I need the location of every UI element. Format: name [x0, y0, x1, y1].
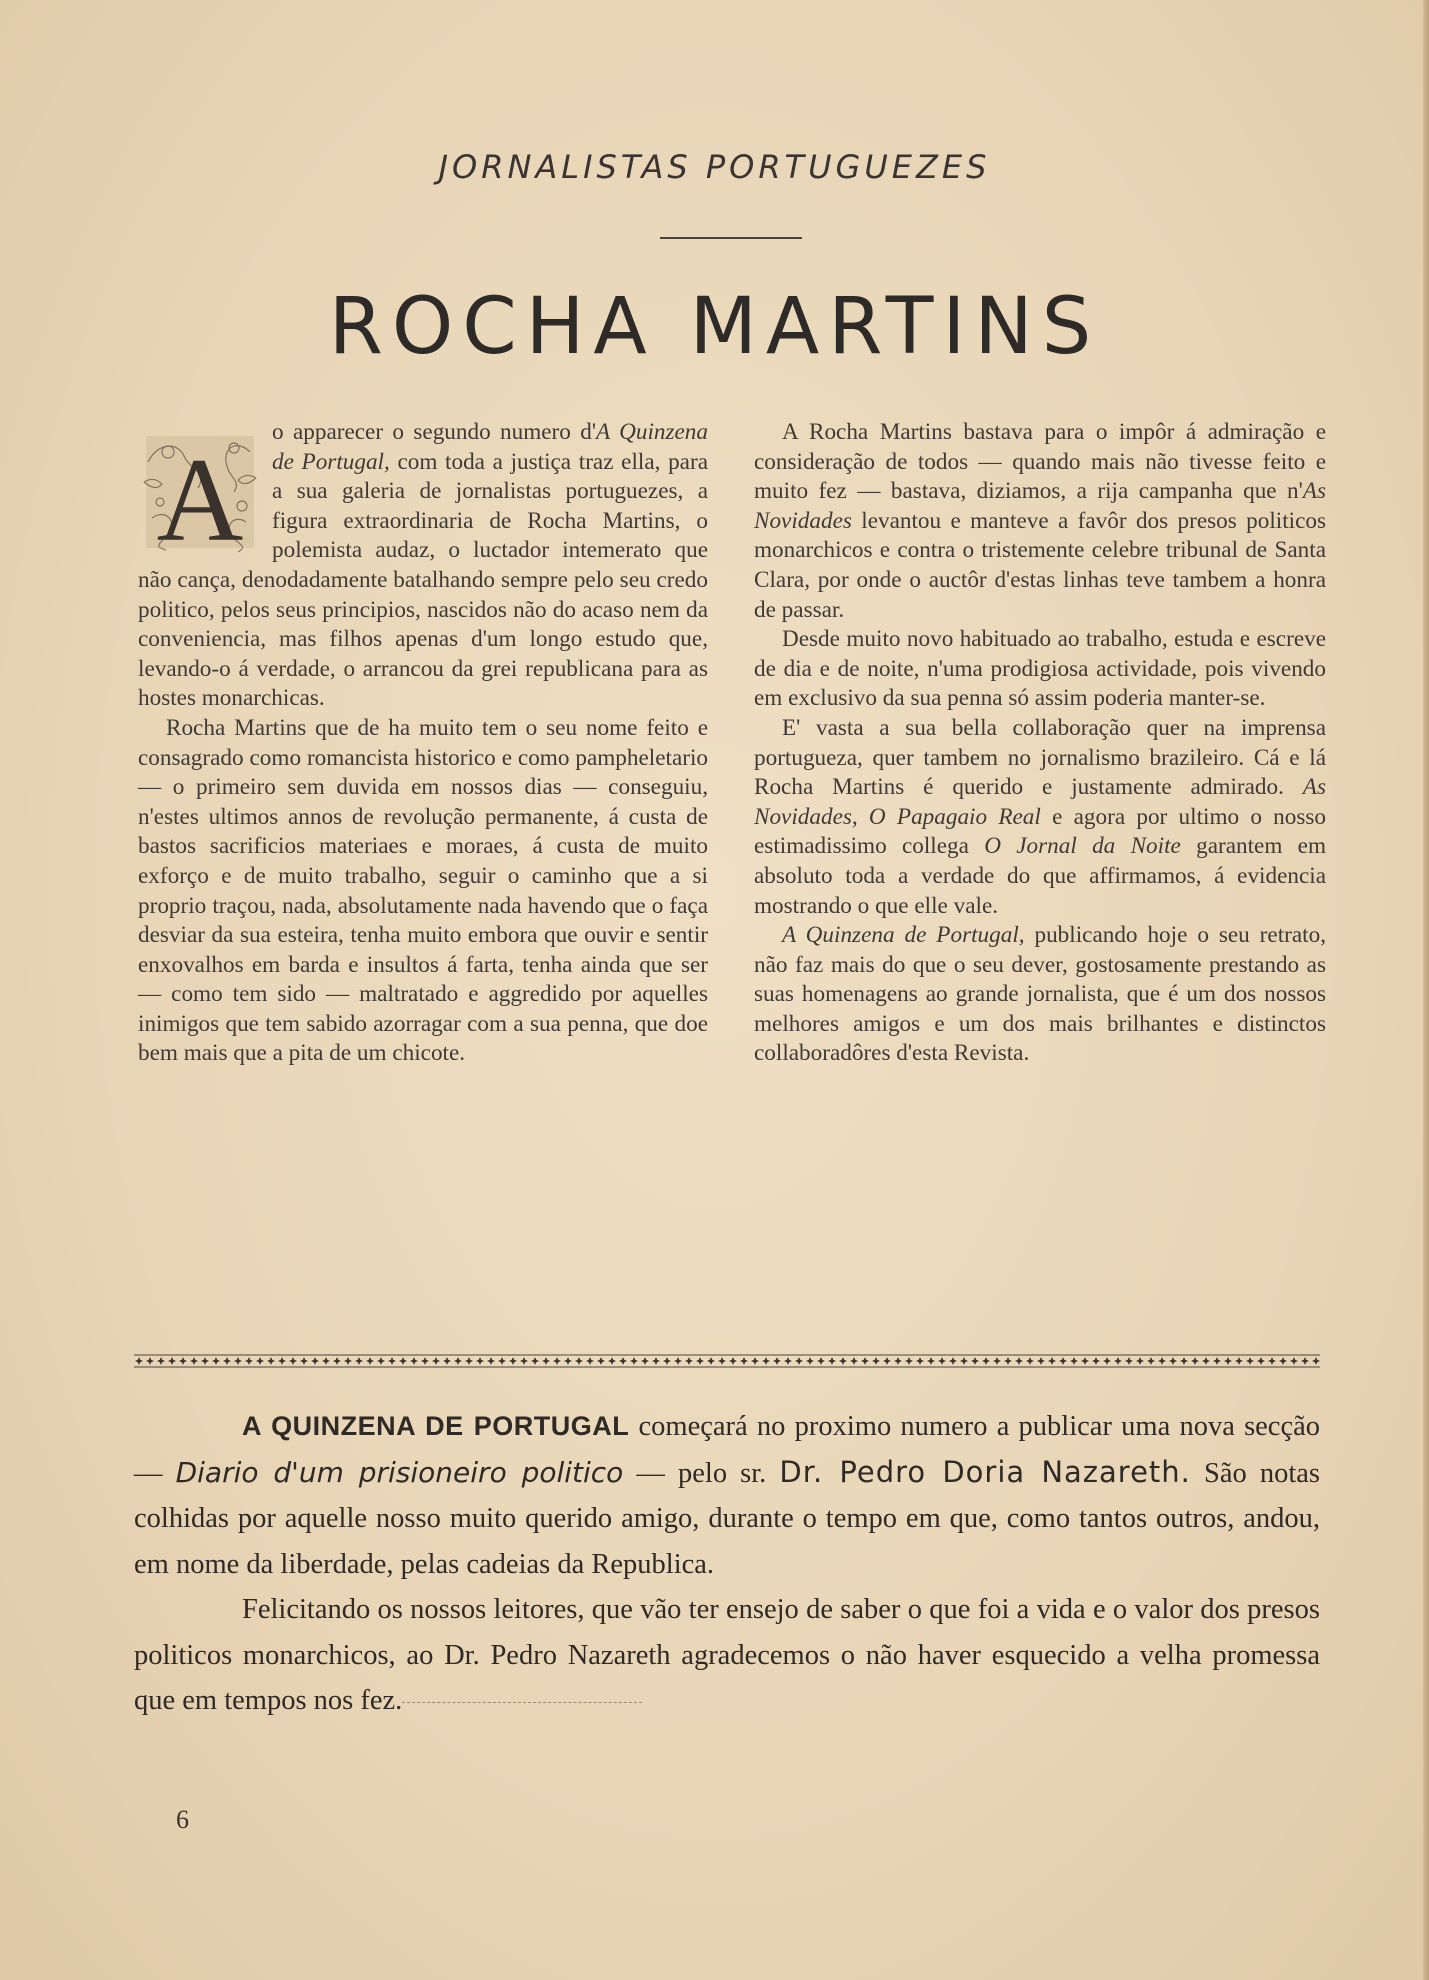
- divider-star: [520, 1357, 528, 1365]
- divider-star: [322, 1357, 330, 1365]
- announcement-box: [134, 1404, 1320, 1724]
- divider-star: [146, 1357, 154, 1365]
- divider-star: [135, 1357, 143, 1365]
- divider-star: [685, 1357, 693, 1365]
- divider-star: [696, 1357, 704, 1365]
- divider-star: [795, 1357, 803, 1365]
- right-paragraph-3-text-a: E' vasta a sua bella collaboração quer na imprensa portugueza, quer tambem no jornalismo brazileiro. Cá e lá Rocha Martins é querido e justamente admirado.: [754, 714, 1326, 801]
- announcement-text-c: São notas colhidas por aquelle nosso muito querido amigo, durante o tempo em que, como tantos outros, andou, em nome da liberdade, pelas cadeias da Republica.: [134, 1457, 1320, 1580]
- article-title: ROCHA MARTINS: [328, 282, 1101, 372]
- divider-star: [168, 1357, 176, 1365]
- line-filler: [402, 1702, 642, 1703]
- announcement-paragraph-1: [134, 1404, 1320, 1587]
- divider-star: [773, 1357, 781, 1365]
- divider-star: [905, 1357, 913, 1365]
- announcement-paragraph-2: [134, 1587, 1320, 1724]
- divider-star: [432, 1357, 440, 1365]
- divider-star: [1257, 1357, 1265, 1365]
- divider-star: [971, 1357, 979, 1365]
- divider-star: [344, 1357, 352, 1365]
- divider-star: [256, 1357, 264, 1365]
- divider-star: [894, 1357, 902, 1365]
- divider-star: [1037, 1357, 1045, 1365]
- ornamental-divider: [134, 1354, 1320, 1368]
- magazine-name-italic-2: A Quinzena de Portugal,: [782, 922, 1025, 949]
- heading-divider: [660, 237, 802, 239]
- divider-star: [245, 1357, 253, 1365]
- divider-star: [1026, 1357, 1034, 1365]
- divider-star: [1180, 1357, 1188, 1365]
- divider-star: [300, 1357, 308, 1365]
- ornament-icon: [138, 422, 262, 560]
- divider-star: [1224, 1357, 1232, 1365]
- divider-star: [839, 1357, 847, 1365]
- divider-star: [828, 1357, 836, 1365]
- right-column: [754, 418, 1326, 1069]
- left-column: [138, 418, 708, 1069]
- announcement-text-a: começará no proximo numero a publicar uma nova secção —: [134, 1411, 1321, 1489]
- divider-star: [1235, 1357, 1243, 1365]
- star-divider-icon: [134, 1354, 1320, 1368]
- left-paragraph-1-text-b: com toda a justiça traz ella, para a sua galeria de jornalistas portuguezes, a figura extraordinaria de Rocha Martins, o polemista audaz, o luctador intemerato que não cança, denodadamente batalhando sempre pelo seu credo politico, pelos seus principios, nascidos não do acaso nem da conveniencia, mas filhos apenas d'um longo estudo que, levando-o á verdade, o arrancou da grei republicana para as hostes monarchicas.: [138, 448, 708, 712]
- divider-star: [1059, 1357, 1067, 1365]
- right-paragraph-3-text-c: garantem em absoluto toda a verdade do que affirmamos, á evidencia mostrando o que elle vale.: [754, 833, 1326, 919]
- divider-star: [1004, 1357, 1012, 1365]
- divider-star: [850, 1357, 858, 1365]
- left-paragraph-1-text-a: o apparecer o segundo numero d': [272, 419, 596, 445]
- divider-star: [157, 1357, 165, 1365]
- divider-star: [663, 1357, 671, 1365]
- newspapers-italic: As Novidades, O Papagaio Real: [754, 774, 1326, 830]
- divider-star: [223, 1357, 231, 1365]
- magazine-name-italic: A Quinzena de Portugal,: [272, 419, 708, 475]
- divider-star: [641, 1357, 649, 1365]
- divider-star: [289, 1357, 297, 1365]
- divider-star: [542, 1357, 550, 1365]
- divider-star: [1312, 1357, 1320, 1365]
- divider-star: [311, 1357, 319, 1365]
- divider-star: [718, 1357, 726, 1365]
- divider-star: [1147, 1357, 1155, 1365]
- divider-star: [784, 1357, 792, 1365]
- divider-star: [872, 1357, 880, 1365]
- divider-star: [190, 1357, 198, 1365]
- right-paragraph-3: [754, 714, 1326, 921]
- jornal-da-noite-italic: O Jornal da Noite: [984, 833, 1181, 860]
- divider-star: [201, 1357, 209, 1365]
- divider-star: [1268, 1357, 1276, 1365]
- divider-star: [1301, 1357, 1309, 1365]
- right-paragraph-4: [754, 921, 1326, 1069]
- section-name-italic: Diario d'um prisioneiro politico: [175, 1455, 624, 1489]
- divider-star: [333, 1357, 341, 1365]
- divider-star: [212, 1357, 220, 1365]
- divider-star: [1191, 1357, 1199, 1365]
- divider-star: [179, 1357, 187, 1365]
- divider-star: [509, 1357, 517, 1365]
- divider-star: [575, 1357, 583, 1365]
- divider-star: [1125, 1357, 1133, 1365]
- divider-star: [1114, 1357, 1122, 1365]
- divider-star: [938, 1357, 946, 1365]
- divider-star: [1158, 1357, 1166, 1365]
- divider-star: [817, 1357, 825, 1365]
- announcement-text-d: Felicitando os nossos leitores, que vão ter ensejo de saber o que foi a vida e o valor dos presos politicos monarchicos, ao Dr. Pedro Nazareth agradecemos o não haver esquecido a velha promessa que em tempos nos fez.: [134, 1594, 1320, 1716]
- divider-star: [586, 1357, 594, 1365]
- divider-star: [267, 1357, 275, 1365]
- divider-star: [410, 1357, 418, 1365]
- divider-star: [652, 1357, 660, 1365]
- divider-star: [751, 1357, 759, 1365]
- right-paragraph-1: [754, 418, 1326, 625]
- divider-star: [960, 1357, 968, 1365]
- divider-star: [564, 1357, 572, 1365]
- divider-star: [476, 1357, 484, 1365]
- divider-star: [443, 1357, 451, 1365]
- divider-star: [916, 1357, 924, 1365]
- divider-star: [454, 1357, 462, 1365]
- page-number: 6: [176, 1805, 189, 1834]
- left-paragraph-1: [138, 418, 708, 714]
- divider-star: [487, 1357, 495, 1365]
- divider-star: [740, 1357, 748, 1365]
- divider-star: [729, 1357, 737, 1365]
- divider-star: [1070, 1357, 1078, 1365]
- divider-star: [674, 1357, 682, 1365]
- divider-star: [707, 1357, 715, 1365]
- right-paragraph-1-text-a: A Rocha Martins bastava para o impôr á admiração e consideração de todos — quando mais não tivesse feito e muito fez — bastava, diziamos, a rija campanha que n': [754, 419, 1326, 505]
- divider-star: [1213, 1357, 1221, 1365]
- divider-star: [1015, 1357, 1023, 1365]
- divider-star: [993, 1357, 1001, 1365]
- divider-star: [982, 1357, 990, 1365]
- divider-star: [949, 1357, 957, 1365]
- divider-star: [553, 1357, 561, 1365]
- divider-star: [1202, 1357, 1210, 1365]
- svg-text:A: A: [156, 433, 244, 560]
- divider-star: [619, 1357, 627, 1365]
- divider-star: [883, 1357, 891, 1365]
- right-paragraph-3-text-b: e agora por ultimo o nosso estimadissimo collega: [754, 803, 1326, 860]
- magazine-name-caps: A QUINZENA DE PORTUGAL: [242, 1411, 630, 1441]
- divider-star: [861, 1357, 869, 1365]
- announcement-text-b: — pelo sr.: [623, 1457, 780, 1489]
- divider-star: [399, 1357, 407, 1365]
- divider-star: [1048, 1357, 1056, 1365]
- divider-star: [608, 1357, 616, 1365]
- left-paragraph-2: Rocha Martins que de ha muito tem o seu nome feito e consagrado como romancista historico e como pampheletario — o primeiro sem duvida em nossos dias — conseguiu, n'estes ultimos annos de revolução permanente, á custa de bastos sacrificios materiaes e moraes, á custa de muito exforço e de muito trabalho, seguir o caminho que a si proprio traçou, nada, absolutamente nada havendo que o faça desviar da sua esteira, tenha muito embora que ouvir e sentir enxovalhos em barda e insultos á farta, tenha ainda que ser — como tem sido — maltratado e aggredido por aquelles inimigos que tem sabido azorragar com a sua penna, que doe bem mais que a pita de um chicote.: [138, 714, 708, 1067]
- divider-star: [806, 1357, 814, 1365]
- divider-star: [1290, 1357, 1298, 1365]
- divider-star: [1092, 1357, 1100, 1365]
- right-paragraph-4-text: publicando hoje o seu retrato, não faz mais do que o seu dever, gostosamente prestando as suas homenagens ao grande jornalista, que é um dos nossos melhores amigos e um dos mais brilhantes e distinctos collaboradôres d'esta Revista.: [754, 922, 1326, 1067]
- divider-star: [355, 1357, 363, 1365]
- divider-star: [1279, 1357, 1287, 1365]
- divider-star: [1103, 1357, 1111, 1365]
- divider-star: [1246, 1357, 1254, 1365]
- author-name: Dr. Pedro Doria Nazareth.: [779, 1454, 1191, 1489]
- divider-star: [278, 1357, 286, 1365]
- divider-star: [421, 1357, 429, 1365]
- divider-star: [762, 1357, 770, 1365]
- divider-star: [366, 1357, 374, 1365]
- divider-star: [630, 1357, 638, 1365]
- divider-star: [531, 1357, 539, 1365]
- newspaper-name-italic: As Novidades: [754, 478, 1326, 534]
- right-paragraph-1-text-b: levantou e manteve a favôr dos presos politicos monarchicos e contra o tristemente celebre tribunal de Santa Clara, por onde o auctôr d'estas linhas teve tambem a honra de passar.: [754, 507, 1326, 623]
- divider-star: [1169, 1357, 1177, 1365]
- divider-star: [388, 1357, 396, 1365]
- divider-star: [465, 1357, 473, 1365]
- divider-star: [1081, 1357, 1089, 1365]
- divider-star: [377, 1357, 385, 1365]
- ornamental-dropcap: [138, 422, 262, 560]
- divider-star: [234, 1357, 242, 1365]
- right-paragraph-2: Desde muito novo habituado ao trabalho, estuda e escreve de dia e de noite, n'uma prodigiosa actividade, pois vivendo em exclusivo da sua penna só assim poderia manter-se.: [754, 626, 1326, 712]
- section-heading: JORNALISTAS PORTUGUEZES: [438, 148, 991, 186]
- divider-star: [1136, 1357, 1144, 1365]
- divider-star: [927, 1357, 935, 1365]
- divider-star: [597, 1357, 605, 1365]
- divider-star: [498, 1357, 506, 1365]
